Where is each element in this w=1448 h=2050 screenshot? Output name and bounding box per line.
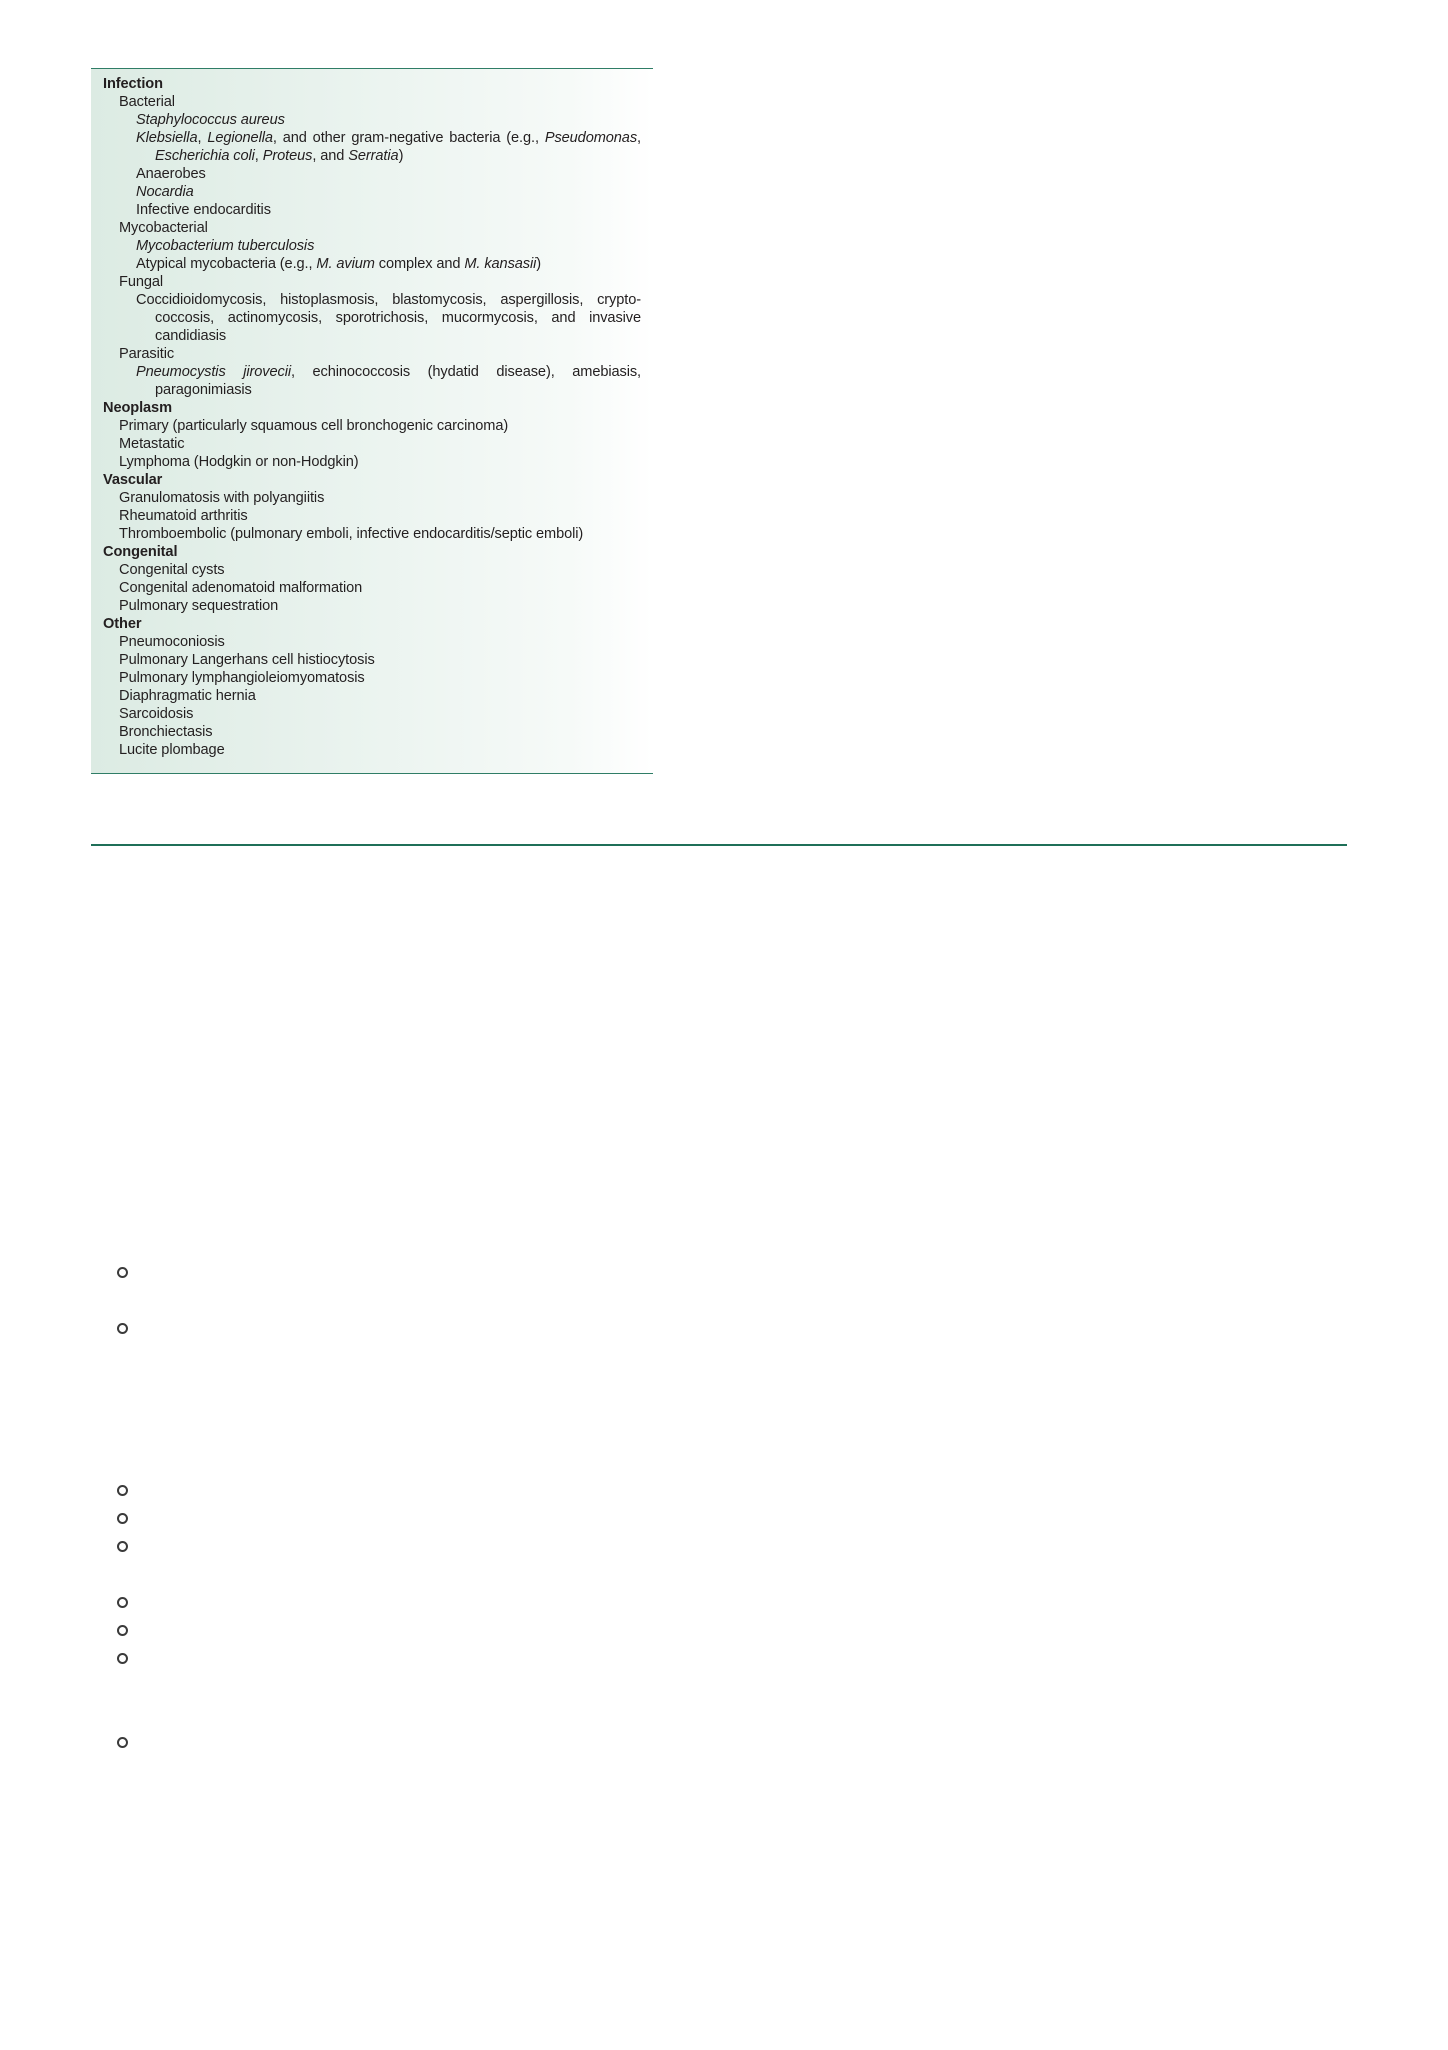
row-text: Lucite plombage bbox=[119, 742, 225, 758]
bullet-marker bbox=[117, 1541, 128, 1552]
italic-term: M. kansasii bbox=[464, 256, 537, 272]
table-row bbox=[119, 741, 225, 759]
row-text: Granulomatosis with polyangiitis bbox=[119, 490, 325, 506]
row-text: , bbox=[254, 148, 263, 164]
row-text: Atypical mycobacteria (e.g., bbox=[136, 256, 317, 272]
table-row bbox=[119, 507, 248, 525]
row-text: , and bbox=[312, 148, 349, 164]
row-text: Congenital cysts bbox=[119, 562, 225, 578]
row-text: , echinococcosis (hydatid disease), amebiasis, bbox=[290, 364, 641, 380]
row-text: Sarcoidosis bbox=[119, 706, 194, 722]
row-text: Congenital adenomatoid malformation bbox=[119, 580, 363, 596]
table-row bbox=[119, 219, 208, 237]
section-divider bbox=[91, 844, 1347, 846]
table-row bbox=[155, 147, 403, 165]
bullet-marker bbox=[117, 1267, 128, 1278]
row-text: Neoplasm bbox=[103, 400, 172, 416]
row-text: ) bbox=[536, 256, 542, 272]
row-text: Primary (particularly squamous cell bronchogenic carcinoma) bbox=[119, 418, 509, 434]
table-row bbox=[136, 183, 194, 201]
row-text: , and other gram-negative bacteria (e.g., bbox=[272, 130, 545, 146]
category-heading bbox=[103, 399, 172, 417]
table-row bbox=[119, 93, 175, 111]
category-heading bbox=[103, 75, 163, 93]
table-row bbox=[136, 363, 641, 381]
row-text: Infection bbox=[103, 76, 163, 92]
table-row bbox=[136, 255, 541, 273]
bullet-marker bbox=[117, 1323, 128, 1334]
category-heading bbox=[103, 471, 162, 489]
table-row bbox=[119, 723, 213, 741]
row-text: Parasitic bbox=[119, 346, 175, 362]
table-row bbox=[136, 201, 271, 219]
italic-term: Mycobacterium tuberculosis bbox=[136, 238, 315, 254]
row-text: paragonimiasis bbox=[155, 382, 252, 398]
row-text: , bbox=[197, 130, 208, 146]
row-text: Vascular bbox=[103, 472, 163, 488]
italic-term: M. avium bbox=[316, 256, 375, 272]
bullet-marker bbox=[117, 1737, 128, 1748]
italic-term: Pseudomonas bbox=[544, 130, 638, 146]
table-row bbox=[119, 417, 508, 435]
category-heading bbox=[103, 543, 177, 561]
table-row bbox=[119, 273, 163, 291]
row-text: Rheumatoid arthritis bbox=[119, 508, 248, 524]
table-row bbox=[119, 633, 225, 651]
row-text: Bronchiectasis bbox=[119, 724, 213, 740]
table-row bbox=[119, 525, 583, 543]
table-row bbox=[119, 579, 362, 597]
row-text: Pulmonary Langerhans cell histiocytosis bbox=[119, 652, 375, 668]
row-text: coccosis, actinomycosis, sporotrichosis, mucormycosis, and invasive bbox=[155, 310, 641, 326]
table-row bbox=[119, 345, 174, 363]
row-text: candidiasis bbox=[155, 328, 227, 344]
table-row bbox=[119, 561, 224, 579]
table-row bbox=[119, 453, 359, 471]
italic-term: Legionella bbox=[207, 130, 273, 146]
italic-term: Escherichia coli bbox=[155, 148, 255, 164]
causes-table bbox=[91, 68, 653, 774]
italic-term: Pneumocystis jirovecii bbox=[136, 364, 291, 380]
category-heading bbox=[103, 615, 141, 633]
table-row bbox=[155, 327, 226, 345]
row-text: complex and bbox=[374, 256, 465, 272]
italic-term: Staphylococcus aureus bbox=[136, 112, 285, 128]
table-row bbox=[119, 597, 278, 615]
table-row bbox=[119, 705, 193, 723]
row-text: Pneumoconiosis bbox=[119, 634, 225, 650]
table-row bbox=[136, 111, 285, 129]
table-row bbox=[155, 381, 252, 399]
bullet-marker bbox=[117, 1625, 128, 1636]
italic-term: Nocardia bbox=[136, 184, 194, 200]
row-text: Mycobacterial bbox=[119, 220, 208, 236]
table-row bbox=[119, 435, 185, 453]
row-text: Coccidioidomycosis, histoplasmosis, blastomycosis, aspergillosis, crypto- bbox=[136, 292, 641, 308]
row-text: , bbox=[637, 130, 641, 146]
table-row bbox=[155, 309, 641, 327]
row-text: Diaphragmatic hernia bbox=[119, 688, 256, 704]
table-row bbox=[136, 291, 641, 309]
bullet-marker bbox=[117, 1513, 128, 1524]
table-row bbox=[119, 687, 256, 705]
row-text: Infective endocarditis bbox=[136, 202, 271, 218]
bullet-marker bbox=[117, 1597, 128, 1608]
row-text: Congenital bbox=[103, 544, 178, 560]
row-text: Other bbox=[103, 616, 142, 632]
row-text: Metastatic bbox=[119, 436, 185, 452]
italic-term: Serratia bbox=[348, 148, 399, 164]
bullet-marker bbox=[117, 1653, 128, 1664]
row-text: ) bbox=[398, 148, 404, 164]
table-row bbox=[136, 129, 641, 147]
row-text: Pulmonary lymphangioleiomyomatosis bbox=[119, 670, 365, 686]
row-text: Pulmonary sequestration bbox=[119, 598, 279, 614]
italic-term: Proteus bbox=[262, 148, 313, 164]
row-text: Bacterial bbox=[119, 94, 175, 110]
table-row bbox=[136, 237, 314, 255]
row-text: Lymphoma (Hodgkin or non-Hodgkin) bbox=[119, 454, 359, 470]
bullet-marker bbox=[117, 1485, 128, 1496]
table-row bbox=[119, 651, 375, 669]
row-text: Fungal bbox=[119, 274, 164, 290]
row-text: Thromboembolic (pulmonary emboli, infective endocarditis/septic emboli) bbox=[119, 526, 584, 542]
table-row bbox=[119, 669, 365, 687]
table-row bbox=[136, 165, 206, 183]
table-row bbox=[119, 489, 324, 507]
row-text: Anaerobes bbox=[136, 166, 206, 182]
italic-term: Klebsiella bbox=[136, 130, 198, 146]
